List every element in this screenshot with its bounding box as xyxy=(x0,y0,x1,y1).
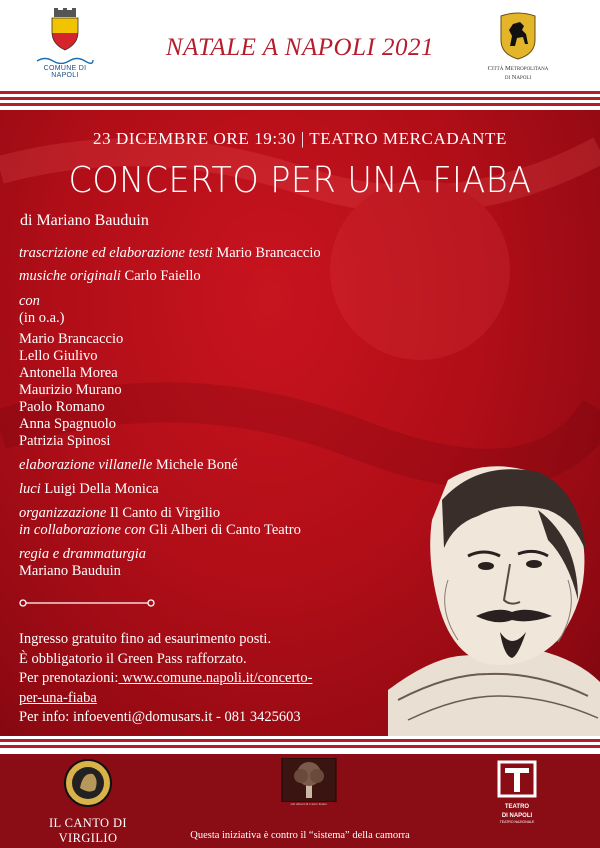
page-title: NATALE A NAPOLI 2021 xyxy=(165,34,435,61)
info-contact: Per info: infoeventi@domusars.it - 081 3425603 xyxy=(19,709,301,725)
top-stripes xyxy=(0,88,600,110)
info-block xyxy=(19,630,399,728)
cast-member: Mario Brancaccio xyxy=(19,331,124,347)
author: di Mariano Bauduin xyxy=(20,212,149,229)
credit-direction-role: regia e drammaturgia xyxy=(19,546,147,562)
teatro-label-1: TEATRO xyxy=(504,804,530,810)
metropolitana-caption-2: di Napoli xyxy=(504,74,532,81)
info-booking: Per prenotazioni: www.comune.napoli.it/concerto- xyxy=(19,670,313,686)
horse-crest-icon xyxy=(498,10,538,60)
cast-list xyxy=(19,331,399,450)
credits-block xyxy=(19,245,399,580)
credit-organization: organizzazione Il Canto di Virgilio xyxy=(19,505,221,521)
credit-music: musiche originali Carlo Faiello xyxy=(19,268,201,284)
info-green-pass: È obbligatorio il Green Pass rafforzato. xyxy=(19,650,247,667)
comune-logo-caption: COMUNE DI NAPOLI xyxy=(43,65,87,79)
cast-member: Maurizio Murano xyxy=(19,382,122,398)
cast-member: Anna Spagnuolo xyxy=(19,416,117,432)
credit-villanelle: elaborazione villanelle Michele Boné xyxy=(19,457,238,473)
bottom-note: Questa iniziativa è contro il “sistema” della camorra xyxy=(190,830,410,841)
cast-label: con xyxy=(19,293,40,309)
divider-line xyxy=(19,598,155,608)
credit-direction-name: Mariano Bauduin xyxy=(19,563,121,579)
citta-metropolitana-logo[interactable] xyxy=(478,10,558,82)
header xyxy=(0,0,600,88)
credit-transcription: trascrizione ed elaborazione testi Mario Brancaccio xyxy=(19,245,321,261)
info-booking-cont xyxy=(19,689,399,709)
cast-note: (in o.a.) xyxy=(19,310,65,326)
booking-link-cont[interactable]: per-una-fiaba xyxy=(19,689,97,706)
alberi-logo[interactable] xyxy=(279,758,339,812)
alberi-label: Gli Alberi di Canto Teatro xyxy=(290,802,328,806)
canto-virgilio-label: IL CANTO DI VIRGILIO xyxy=(48,816,127,845)
medallion-icon xyxy=(63,758,113,808)
teatro-label-2: DI NAPOLI xyxy=(501,813,533,819)
credit-collaboration: in collaborazione con Gli Alberi di Canto Teatro xyxy=(19,522,301,538)
portrait-engraving xyxy=(388,460,600,736)
info-free-entry: Ingresso gratuito fino ad esaurimento posti. xyxy=(19,631,272,647)
cast-member: Paolo Romano xyxy=(19,399,105,415)
teatro-label-3: TEATRO NAZIONALE xyxy=(499,820,535,824)
cast-member: Lello Giulivo xyxy=(19,348,98,364)
cast-member: Patrizia Spinosi xyxy=(19,433,111,449)
date-venue: 23 DICEMBRE ORE 19:30 | TEATRO MERCADANTE xyxy=(93,129,507,148)
bottom-stripes xyxy=(0,736,600,754)
metropolitana-caption-1: Città Metropolitana xyxy=(487,65,549,72)
teatro-t-icon xyxy=(497,760,537,798)
concert-title: CONCERTO PER UNA FIABA xyxy=(68,160,532,201)
tree-icon xyxy=(279,758,339,802)
booking-link[interactable]: www.comune.napoli.it/concerto- xyxy=(118,670,313,686)
cast-member: Antonella Morea xyxy=(19,365,118,381)
credit-lights: luci Luigi Della Monica xyxy=(19,481,159,497)
teatro-napoli-logo[interactable] xyxy=(494,760,540,825)
